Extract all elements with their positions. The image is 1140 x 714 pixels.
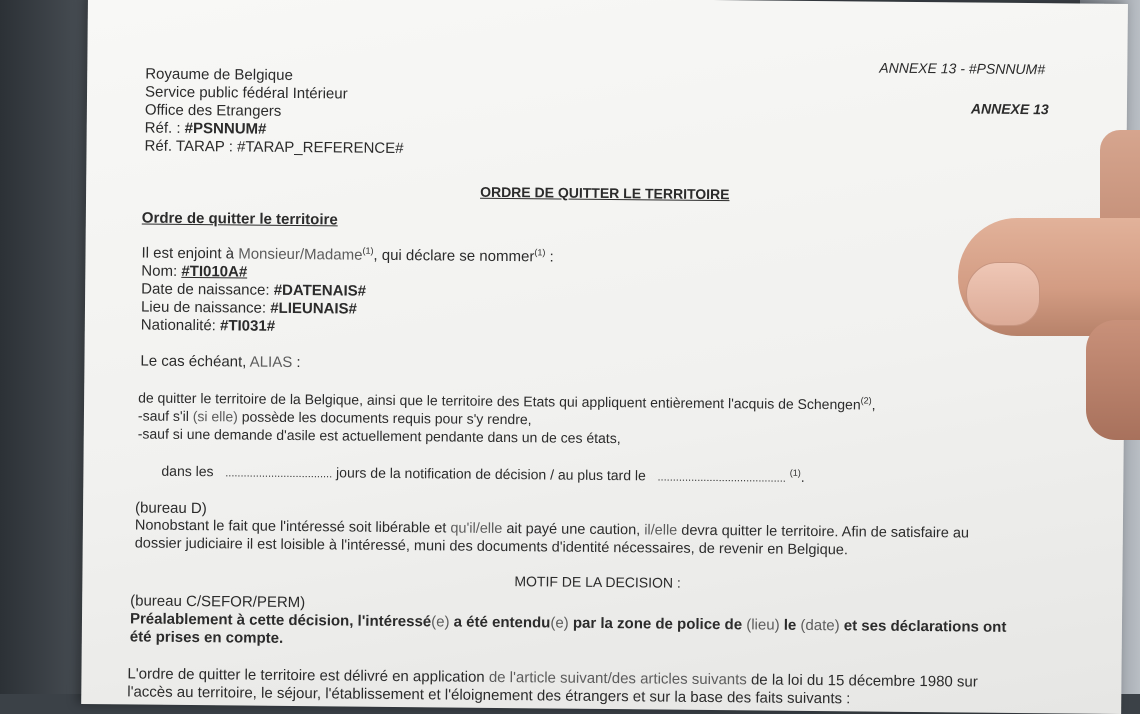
thumbnail xyxy=(966,262,1040,326)
header-kingdom: Royaume de Belgique xyxy=(145,65,293,84)
final-line-1: L'ordre de quitter le territoire est délivré en application de l'article suivant/des articles suivants de la loi du 15 décembre 1980 sur xyxy=(127,665,978,691)
bureau-c-line-2: été prises en compte. xyxy=(129,628,284,647)
bureau-d-line-1: Nonobstant le fait que l'intéressé soit libérable et qu'il/elle ait payé une caution, il/elle devra quitter le territoire. Afin de satisfaire au xyxy=(134,517,970,542)
body-line-3: -sauf si une demande d'asile est actuellement pendante dans un de ces états, xyxy=(137,425,621,447)
field-lieu-naissance: Lieu de naissance: #LIEUNAIS# xyxy=(140,298,358,318)
header-office: Office des Etrangers xyxy=(144,101,282,120)
body-line-2: -sauf s'il (si elle) possède les documents requis pour s'y rendre, xyxy=(137,407,532,428)
body-line-1: de quitter le territoire de la Belgique, ainsi que le territoire des Etats qui appliquent entièrement l'acquis de Schengen$^{(2)}$, xyxy=(138,389,876,413)
bureau-c-label: (bureau C/SEFOR/PERM) xyxy=(130,592,306,612)
header-tarap-reference: Réf. TARAP : #TARAP_REFERENCE# xyxy=(144,137,404,158)
header-reference: Réf. : #PSNNUM# xyxy=(144,119,267,138)
injunction-line: Il est enjoint à Monsieur/Madame$^{(1)}$, qui déclare se nommer$^{(1)}$ : xyxy=(141,244,554,266)
field-nationalite: Nationalité: #TI031# xyxy=(140,316,276,335)
final-line-2: l'accès au territoire, le séjour, l'établissement et l'éloignement des étrangers et sur la base des faits suivants : xyxy=(127,683,851,708)
bureau-c-line-1: Préalablement à cette décision, l'intéressé(e) a été entendu(e) par la zone de police de (lieu) le (date) et ses déclarations ont xyxy=(129,610,1007,636)
alias-line: Le cas échéant, ALIAS : xyxy=(140,352,301,372)
header-service: Service public fédéral Intérieur xyxy=(144,83,348,103)
document-page xyxy=(81,0,1128,714)
field-date-naissance: Date de naissance: #DATENAIS# xyxy=(141,280,367,300)
document-title: ORDRE DE QUITTER LE TERRITOIRE xyxy=(480,183,730,203)
section-title: Ordre de quitter le territoire xyxy=(141,209,338,229)
annex-title: ANNEXE 13 xyxy=(970,100,1049,118)
bureau-d-label: (bureau D) xyxy=(134,499,207,518)
annex-reference: ANNEXE 13 - #PSNNUM# xyxy=(879,59,1046,78)
motif-heading: MOTIF DE LA DECISION : xyxy=(514,573,681,591)
hand-finger-bottom xyxy=(1086,320,1140,440)
deadline-line: dans les ................................... jours de la notification de décision / au plus tard le .......................................... $^{(1)}$. xyxy=(161,462,805,485)
field-nom: Nom: #TI010A# xyxy=(141,262,248,281)
bureau-d-line-2: dossier judiciaire il est loisible à l'intéressé, muni des documents d'identité nécessaires, de revenir en Belgique. xyxy=(134,535,848,559)
